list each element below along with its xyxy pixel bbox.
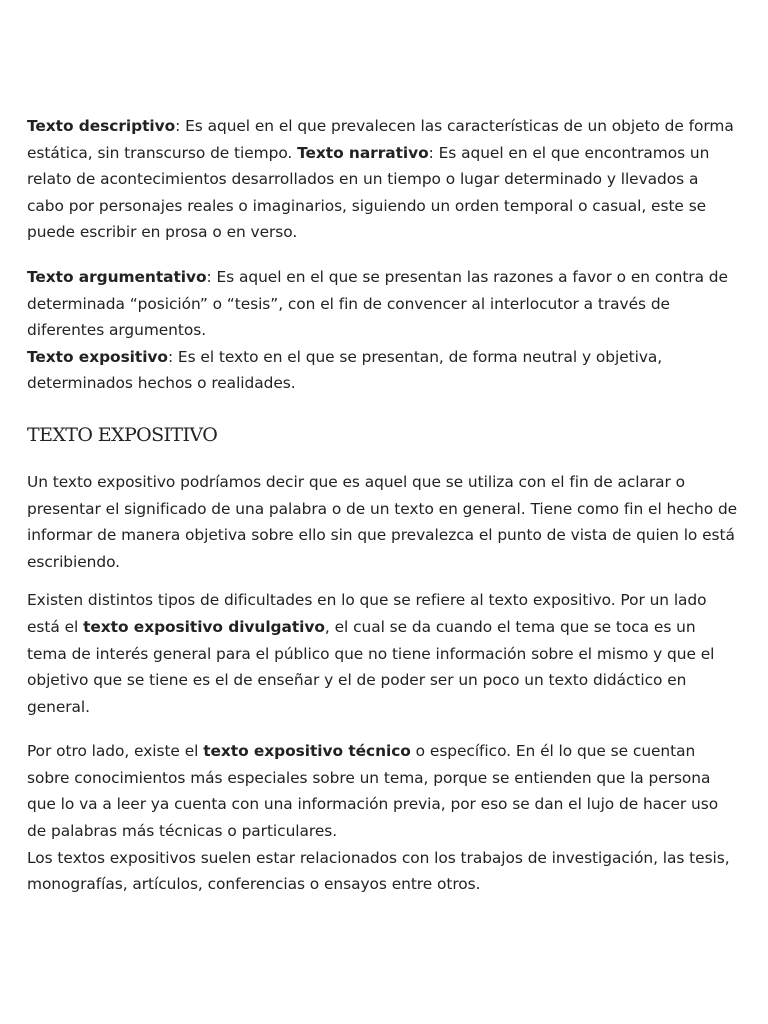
term-expositivo-tecnico: texto expositivo técnico [203, 742, 411, 761]
paragraph-intro-expositivo [27, 469, 739, 575]
paragraph-relacionados [27, 845, 739, 898]
paragraph-argumentativo [27, 264, 739, 344]
document-body [27, 113, 739, 898]
definition-expositivo: : Es el texto en el que se presentan, de forma neutral y objetiva, determinados hechos o realidades. [27, 347, 663, 393]
term-texto-argumentativo: Texto argumentativo [27, 267, 207, 286]
tecnico-text-start: Por otro lado, existe el [27, 742, 204, 761]
term-texto-expositivo: Texto expositivo [27, 347, 168, 366]
relacionados-text: Los textos expositivos suelen estar relacionados con los trabajos de investigación, las tesis, monografías, artículos, conferencias o ensayos entre otros. [27, 848, 730, 894]
term-texto-narrativo: Texto narrativo [297, 143, 429, 162]
paragraph-descriptivo-narrativo [27, 113, 739, 246]
tecnico-text-end: o específico. En él lo que se cuentan sobre conocimientos más especiales sobre un tema, porque se entienden que la persona que lo va a leer ya cuenta con una información previa, por eso se dan el lujo de hacer uso de palabras más técnicas o particulares. [27, 742, 719, 841]
term-texto-descriptivo: Texto descriptivo [27, 117, 176, 135]
intro-expositivo-text: Un texto expositivo podríamos decir que es aquel que se utiliza con el fin de aclarar o presentar el significado de una palabra o de un texto en general. Tiene como fin el hecho de informar de manera objetiva sobre ello sin que prevalezca el punto de vista de quien lo está escribiendo. [27, 472, 738, 571]
term-expositivo-divulgativo: texto expositivo divulgativo [83, 617, 325, 636]
paragraph-tecnico [27, 738, 739, 844]
definition-descriptivo: : Es aquel en el que prevalecen las características de un objeto de forma estática, sin transcurso de tiempo. [27, 117, 734, 162]
paragraph-divulgativo [27, 587, 739, 720]
section-heading: TEXTO EXPOSITIVO [27, 423, 218, 446]
paragraph-expositivo [27, 344, 739, 397]
definition-narrativo: : Es aquel en el que encontramos un relato de acontecimientos desarrollados en un tiempo o lugar determinado y llevados a cabo por personajes reales o imaginarios, siguiendo un orden temporal o casual, este se puede escribir en prosa o en verso. [27, 143, 710, 242]
divulgativo-text-end: , el cual se da cuando el tema que se toca es un tema de interés general para el público que no tiene información sobre el mismo y que el objetivo que se tiene es el de enseñar y el de poder ser un poco un texto didáctico en general. [27, 617, 715, 716]
divulgativo-text-start: Existen distintos tipos de dificultades en lo que se refiere al texto expositivo. Por un lado está el [27, 591, 707, 636]
definition-argumentativo: : Es aquel en el que se presentan las razones a favor o en contra de determinada “posición” o “tesis”, con el fin de convencer al interlocutor a través de diferentes argumentos. [27, 267, 728, 340]
